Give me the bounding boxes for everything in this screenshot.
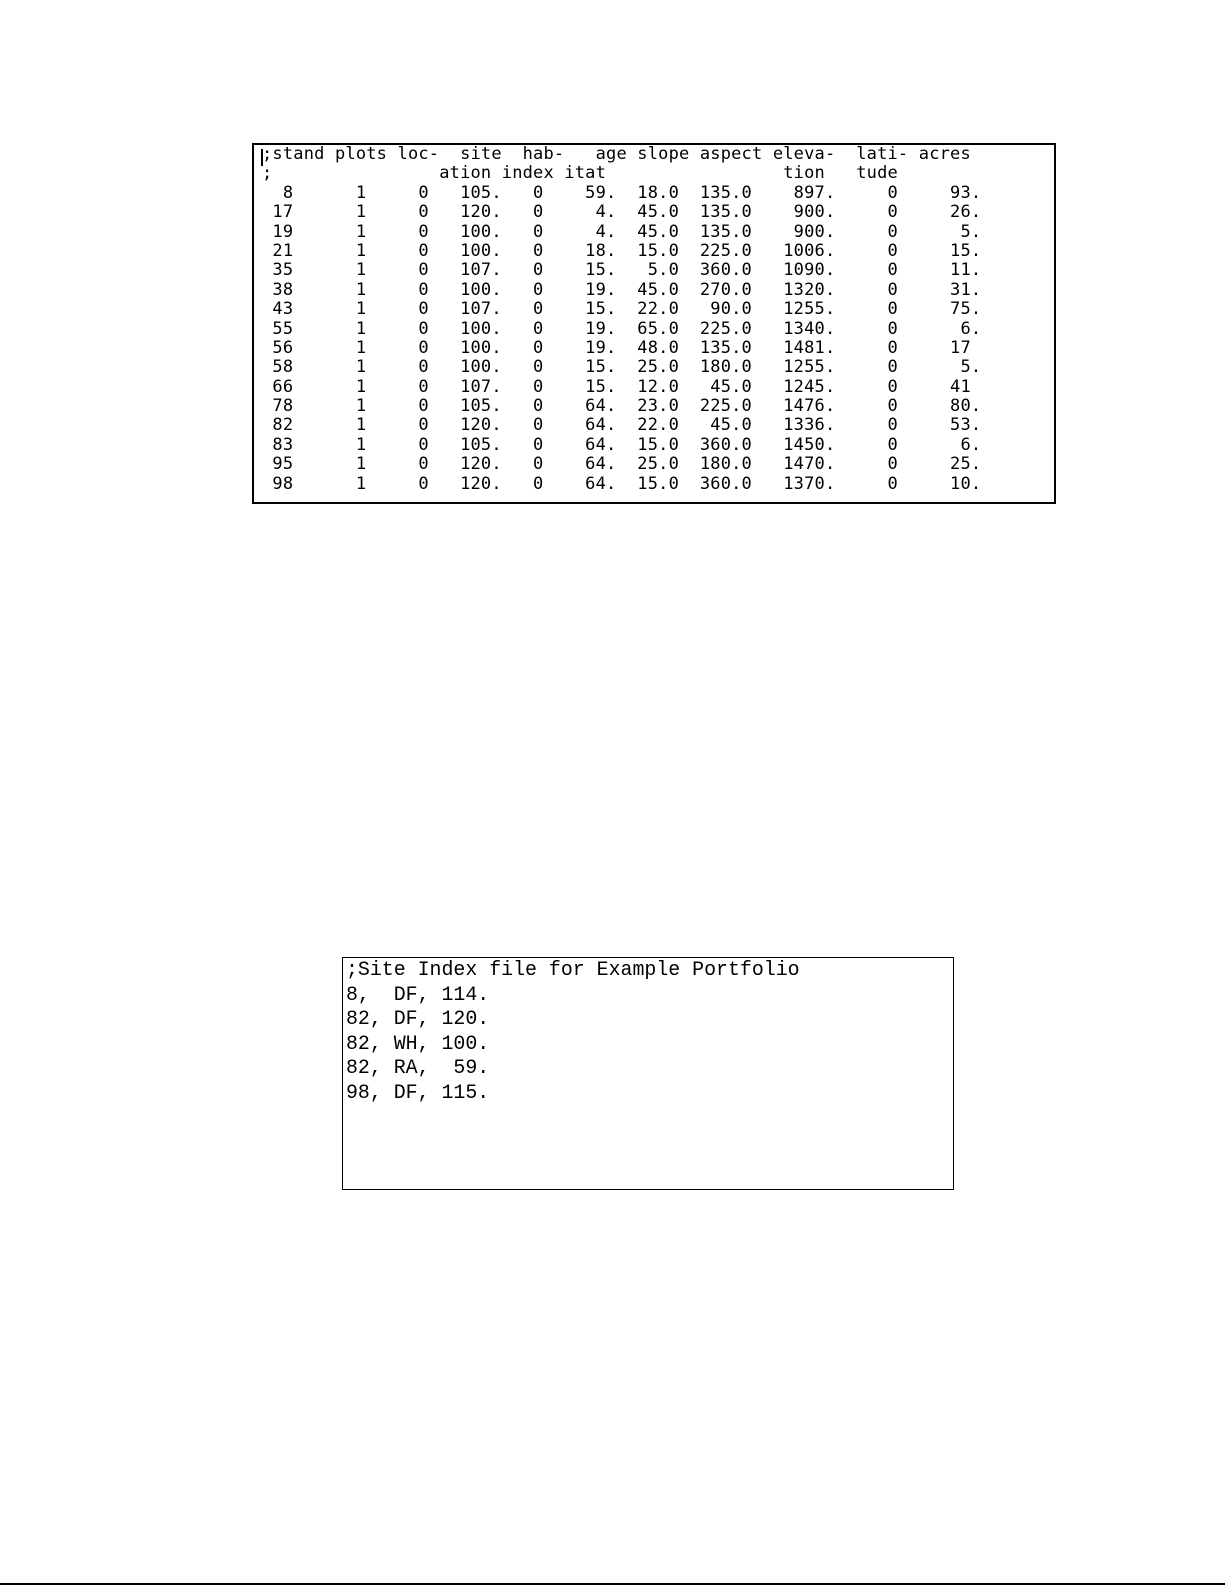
stand-data-row: 43 1 0 107. 0 15. 22.0 90.0 1255. 0 75.	[262, 299, 982, 320]
stand-data-row: 55 1 0 100. 0 19. 65.0 225.0 1340. 0 6.	[262, 318, 982, 339]
site-index-line: 8, DF, 114.	[346, 982, 490, 1006]
site-index-line: 82, DF, 120.	[346, 1007, 490, 1031]
site-index-file-text	[346, 958, 800, 1106]
site-index-comment-line: ;Site Index file for Example Portfolio	[346, 958, 800, 981]
site-index-line: 82, RA, 59.	[346, 1056, 490, 1080]
stand-data-row: 82 1 0 120. 0 64. 22.0 45.0 1336. 0 53.	[262, 415, 982, 436]
stand-data-row: 98 1 0 120. 0 64. 15.0 360.0 1370. 0 10.	[262, 473, 982, 494]
stand-header-line: ; ation index itat tion tude	[262, 163, 898, 184]
stand-data-row: 35 1 0 107. 0 15. 5.0 360.0 1090. 0 11.	[262, 260, 982, 281]
stand-data-row: 21 1 0 100. 0 18. 15.0 225.0 1006. 0 15.	[262, 240, 982, 261]
site-index-file-box	[342, 957, 954, 1190]
stand-data-row: 8 1 0 105. 0 59. 18.0 135.0 897. 0 93.	[262, 182, 982, 203]
stand-data-row: 95 1 0 120. 0 64. 25.0 180.0 1470. 0 25.	[262, 454, 982, 475]
stand-data-row: 78 1 0 105. 0 64. 23.0 225.0 1476. 0 80.	[262, 396, 982, 417]
stand-data-row: 66 1 0 107. 0 15. 12.0 45.0 1245. 0 41	[262, 376, 982, 397]
stand-data-row: 58 1 0 100. 0 15. 25.0 180.0 1255. 0 5.	[262, 357, 982, 378]
site-index-line: 98, DF, 115.	[346, 1080, 490, 1104]
stand-file-text	[262, 145, 981, 494]
stand-file-screenshot	[252, 143, 1056, 504]
stand-data-row: 83 1 0 105. 0 64. 15.0 360.0 1450. 0 6.	[262, 434, 982, 455]
stand-data-row: 56 1 0 100. 0 19. 48.0 135.0 1481. 0 17	[262, 337, 982, 358]
stand-data-row: 38 1 0 100. 0 19. 45.0 270.0 1320. 0 31.	[262, 279, 982, 300]
stand-header-line: ;stand plots loc- site hab- age slope aspect eleva- lati- acres	[262, 144, 971, 164]
stand-data-row: 17 1 0 120. 0 4. 45.0 135.0 900. 0 26.	[262, 202, 982, 223]
stand-data-row: 19 1 0 100. 0 4. 45.0 135.0 900. 0 5.	[262, 221, 982, 242]
site-index-line: 82, WH, 100.	[346, 1031, 490, 1055]
stand-rows	[262, 184, 981, 494]
